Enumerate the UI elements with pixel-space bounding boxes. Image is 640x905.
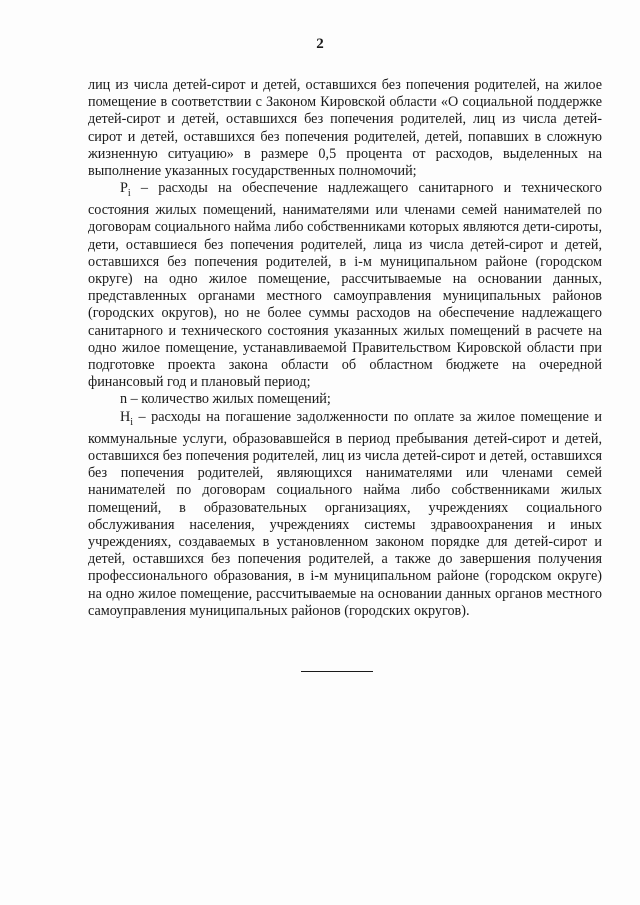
paragraph-2	[88, 180, 602, 391]
paragraph-4-text: – расходы на погашение задолженности по оплате за жилое помещение и коммунальные услуги, образовавшейся в период пребывания детей-сирот и детей, оставшихся без попечения родителей, лиц из числа детей-сирот и детей, оставшихся без попечения родителей, являющихся нанимателями или членами семей нанимателей по договорам социального найма либо собственниками жилых помещений, в образовательных организациях, учреждениях социального обслуживания населения, учреждениях системы здравоохранения и иных учреждениях, создаваемых в установленном законом порядке для детей-сирот и детей, оставшихся без попечения родителей, а также до завершения получения профессионального образования, в i-м муниципальном районе (городском округе) на одно жилое помещение, рассчитываемые на основании данных органов местного самоуправления муниципальных районов (городских округов).	[88, 408, 602, 619]
paragraph-3: n – количество жилых помещений;	[120, 391, 331, 408]
paragraph-2-text: – расходы на обеспечение надлежащего санитарного и технического состояния жилых помещений, нанимателями или членами семей нанимателей по договорам социального найма либо собственниками которых являются дети-сироты, дети, оставшиеся без попечения родителей, лица из числа детей-сирот и детей, оставшихся без попечения родителей, в i-м муниципальном районе (городском округе) на одно жилое помещение, рассчитываемые на основании данных, представленных органами местного самоуправления муниципальных районов (городских округов), но не более суммы расходов на обеспечение надлежащего санитарного и технического состояния указанных жилых помещений в расчете на одно жилое помещение, устанавливаемой Правительством Кировской области при подготовке проекта закона области об областном бюджете на очередной финансовый год и плановый период;	[88, 180, 602, 391]
variable-p-subscript: i	[127, 188, 131, 200]
variable-h-subscript: i	[130, 416, 134, 428]
variable-h: H	[120, 408, 131, 425]
paragraph-1: лиц из числа детей-сирот и детей, оставшихся без попечения родителей, на жилое помещение в соответствии с Законом Кировской области «О социальной поддержке детей-сирот и детей, оставшихся без попечения родителей, лиц из числа детей-сирот и детей, оставшихся без попечения родителей, детей, попавших в сложную жизненную ситуацию» в размере 0,5 процента от расходов, выделенных на выполнение указанных государственных полномочий;	[88, 77, 602, 180]
end-separator-line	[301, 671, 373, 672]
paragraph-4	[88, 409, 602, 620]
document-body	[88, 77, 602, 620]
variable-p: P	[120, 180, 128, 197]
page-number: 2	[316, 36, 324, 52]
